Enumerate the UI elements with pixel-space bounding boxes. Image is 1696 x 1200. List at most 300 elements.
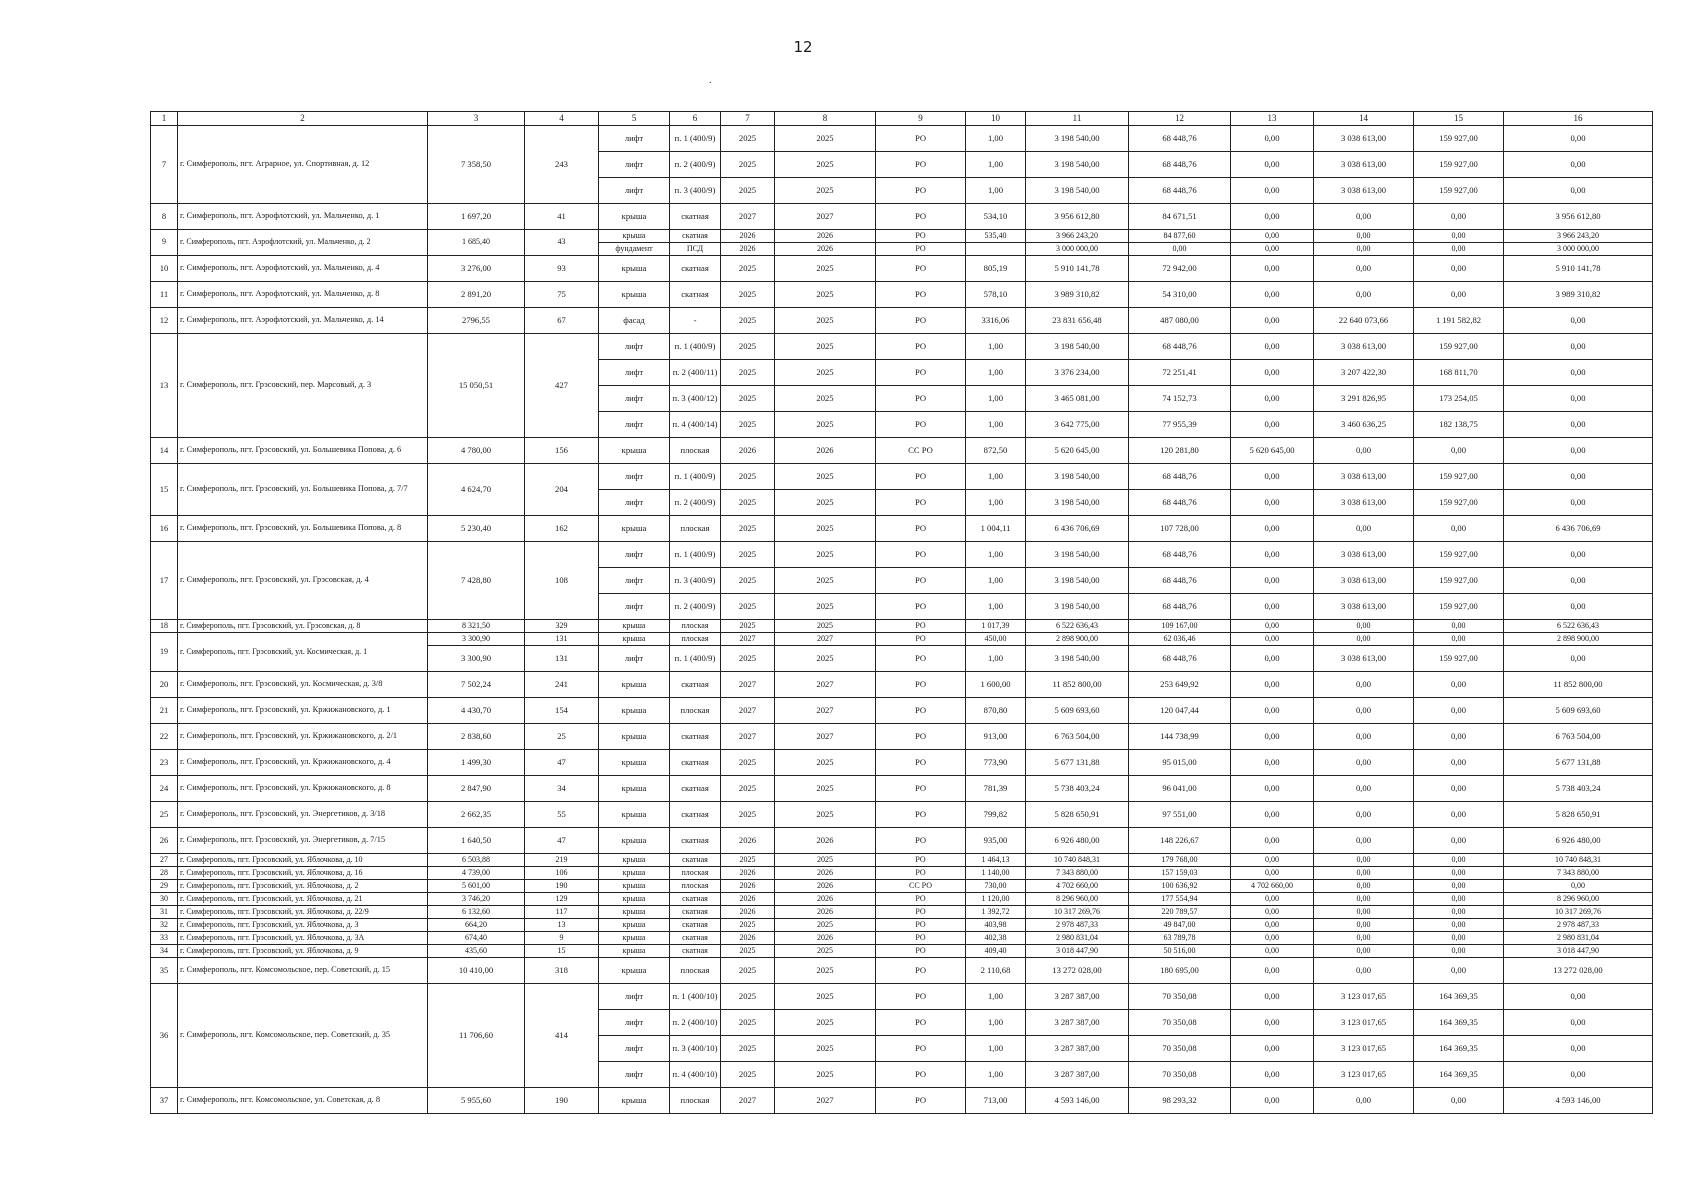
cost-col13-cell: 0,00 bbox=[1231, 945, 1314, 958]
row-number-cell: 7 bbox=[151, 126, 178, 204]
residents-cell: 190 bbox=[525, 1088, 599, 1114]
row-number-cell: 23 bbox=[151, 750, 178, 776]
year-end-cell: 2025 bbox=[775, 1062, 876, 1088]
area-cell: 4 780,00 bbox=[428, 438, 525, 464]
cost-col16-cell: 0,00 bbox=[1504, 334, 1653, 360]
source-cell: РО bbox=[876, 490, 966, 516]
volume-cell: 3316,06 bbox=[966, 308, 1026, 334]
year-end-cell: 2025 bbox=[775, 178, 876, 204]
element-type-cell: плоская bbox=[670, 867, 721, 880]
cost-per-unit-cell: 77 955,39 bbox=[1129, 412, 1231, 438]
element-type-cell: скатная bbox=[670, 854, 721, 867]
cost-col14-cell: 3 038 613,00 bbox=[1314, 152, 1414, 178]
column-header: 3 bbox=[428, 112, 525, 126]
cost-col16-cell: 0,00 bbox=[1504, 880, 1653, 893]
element-type-cell: плоская bbox=[670, 880, 721, 893]
year-end-cell: 2025 bbox=[775, 776, 876, 802]
cost-col13-cell: 0,00 bbox=[1231, 464, 1314, 490]
cost-col13-cell: 0,00 bbox=[1231, 919, 1314, 932]
residents-cell: 25 bbox=[525, 724, 599, 750]
cost-per-unit-cell: 98 293,32 bbox=[1129, 1088, 1231, 1114]
cost-col13-cell: 0,00 bbox=[1231, 594, 1314, 620]
cost-col15-cell: 0,00 bbox=[1414, 204, 1504, 230]
total-cost-cell: 3 956 612,80 bbox=[1026, 204, 1129, 230]
element-cell: крыша bbox=[599, 282, 670, 308]
cost-col16-cell: 6 763 504,00 bbox=[1504, 724, 1653, 750]
row-number-cell: 8 bbox=[151, 204, 178, 230]
residents-cell: 43 bbox=[525, 230, 599, 256]
cost-per-unit-cell: 72 251,41 bbox=[1129, 360, 1231, 386]
cost-per-unit-cell: 84 671,51 bbox=[1129, 204, 1231, 230]
volume-cell: 409,40 bbox=[966, 945, 1026, 958]
year-start-cell: 2025 bbox=[721, 542, 775, 568]
source-cell: РО bbox=[876, 243, 966, 256]
residents-cell: 67 bbox=[525, 308, 599, 334]
element-type-cell: скатная bbox=[670, 906, 721, 919]
cost-col15-cell: 164 369,35 bbox=[1414, 1036, 1504, 1062]
cost-col13-cell: 0,00 bbox=[1231, 490, 1314, 516]
total-cost-cell: 4 702 660,00 bbox=[1026, 880, 1129, 893]
cost-per-unit-cell: 144 738,99 bbox=[1129, 724, 1231, 750]
cost-col14-cell: 3 038 613,00 bbox=[1314, 334, 1414, 360]
element-type-cell: плоская bbox=[670, 516, 721, 542]
year-start-cell: 2025 bbox=[721, 568, 775, 594]
column-header: 2 bbox=[178, 112, 428, 126]
cost-col16-cell: 0,00 bbox=[1504, 412, 1653, 438]
year-end-cell: 2026 bbox=[775, 230, 876, 243]
total-cost-cell: 5 609 693,60 bbox=[1026, 698, 1129, 724]
cost-col16-cell: 2 978 487,33 bbox=[1504, 919, 1653, 932]
total-cost-cell: 3 287 387,00 bbox=[1026, 984, 1129, 1010]
year-start-cell: 2026 bbox=[721, 230, 775, 243]
cost-col16-cell: 0,00 bbox=[1504, 646, 1653, 672]
year-end-cell: 2027 bbox=[775, 633, 876, 646]
cost-col16-cell: 3 966 243,20 bbox=[1504, 230, 1653, 243]
cost-per-unit-cell: 68 448,76 bbox=[1129, 464, 1231, 490]
address-cell: г. Симферополь, пгт. Грэсовский, ул. Яблочкова, д. 2 bbox=[178, 880, 428, 893]
area-cell: 1 697,20 bbox=[428, 204, 525, 230]
cost-col13-cell: 0,00 bbox=[1231, 854, 1314, 867]
row-number-cell: 22 bbox=[151, 724, 178, 750]
cost-col15-cell: 0,00 bbox=[1414, 672, 1504, 698]
cost-col16-cell: 3 000 000,00 bbox=[1504, 243, 1653, 256]
element-type-cell: п. 4 (400/10) bbox=[670, 1062, 721, 1088]
address-cell: г. Симферополь, пгт. Грэсовский, ул. Грэсовская, д. 8 bbox=[178, 620, 428, 633]
cost-col13-cell: 0,00 bbox=[1231, 1036, 1314, 1062]
cost-col13-cell: 5 620 645,00 bbox=[1231, 438, 1314, 464]
cost-col14-cell: 0,00 bbox=[1314, 854, 1414, 867]
source-cell: РО bbox=[876, 568, 966, 594]
cost-per-unit-cell: 70 350,08 bbox=[1129, 1010, 1231, 1036]
cost-col14-cell: 3 123 017,65 bbox=[1314, 1062, 1414, 1088]
cost-col16-cell: 5 738 403,24 bbox=[1504, 776, 1653, 802]
year-start-cell: 2025 bbox=[721, 412, 775, 438]
element-type-cell: п. 1 (400/9) bbox=[670, 646, 721, 672]
cost-col16-cell: 0,00 bbox=[1504, 178, 1653, 204]
area-cell: 7 428,80 bbox=[428, 542, 525, 620]
area-cell: 4 739,00 bbox=[428, 867, 525, 880]
residents-cell: 93 bbox=[525, 256, 599, 282]
cost-per-unit-cell: 220 789,57 bbox=[1129, 906, 1231, 919]
area-cell: 2 891,20 bbox=[428, 282, 525, 308]
year-start-cell: 2025 bbox=[721, 516, 775, 542]
element-type-cell: плоская bbox=[670, 438, 721, 464]
residents-cell: 106 bbox=[525, 867, 599, 880]
source-cell: РО bbox=[876, 412, 966, 438]
cost-col13-cell: 0,00 bbox=[1231, 802, 1314, 828]
table-row bbox=[151, 438, 1653, 464]
row-number-cell: 35 bbox=[151, 958, 178, 984]
source-cell: РО bbox=[876, 282, 966, 308]
source-cell: РО bbox=[876, 984, 966, 1010]
cost-col16-cell: 0,00 bbox=[1504, 1010, 1653, 1036]
year-end-cell: 2025 bbox=[775, 152, 876, 178]
table-row bbox=[151, 919, 1653, 932]
volume-cell: 1,00 bbox=[966, 152, 1026, 178]
volume-cell: 1 140,00 bbox=[966, 867, 1026, 880]
year-start-cell: 2025 bbox=[721, 854, 775, 867]
element-cell: крыша bbox=[599, 230, 670, 243]
table-row bbox=[151, 542, 1653, 568]
total-cost-cell: 2 980 831,04 bbox=[1026, 932, 1129, 945]
year-start-cell: 2025 bbox=[721, 1010, 775, 1036]
element-type-cell: плоская bbox=[670, 698, 721, 724]
cost-col16-cell: 0,00 bbox=[1504, 568, 1653, 594]
element-cell: лифт bbox=[599, 126, 670, 152]
element-cell: крыша bbox=[599, 932, 670, 945]
cost-col13-cell: 0,00 bbox=[1231, 776, 1314, 802]
area-cell: 4 430,70 bbox=[428, 698, 525, 724]
total-cost-cell: 3 198 540,00 bbox=[1026, 126, 1129, 152]
year-start-cell: 2025 bbox=[721, 646, 775, 672]
area-cell: 1 499,30 bbox=[428, 750, 525, 776]
year-end-cell: 2025 bbox=[775, 1036, 876, 1062]
volume-cell: 1,00 bbox=[966, 334, 1026, 360]
table-row bbox=[151, 282, 1653, 308]
area-cell: 674,40 bbox=[428, 932, 525, 945]
table-row bbox=[151, 230, 1653, 243]
cost-col16-cell: 0,00 bbox=[1504, 1036, 1653, 1062]
cost-per-unit-cell: 96 041,00 bbox=[1129, 776, 1231, 802]
capital-repair-table bbox=[150, 111, 1653, 1114]
volume-cell: 1 004,11 bbox=[966, 516, 1026, 542]
address-cell: г. Симферополь, пгт. Грэсовский, ул. Кржижановского, д. 8 bbox=[178, 776, 428, 802]
cost-col13-cell: 0,00 bbox=[1231, 893, 1314, 906]
row-number-cell: 19 bbox=[151, 633, 178, 672]
year-start-cell: 2025 bbox=[721, 945, 775, 958]
address-cell: г. Симферополь, пгт. Аэрофлотский, ул. Мальченко, д. 2 bbox=[178, 230, 428, 256]
source-cell: РО bbox=[876, 308, 966, 334]
cost-col16-cell: 3 989 310,82 bbox=[1504, 282, 1653, 308]
cost-col15-cell: 0,00 bbox=[1414, 256, 1504, 282]
volume-cell: 402,38 bbox=[966, 932, 1026, 945]
column-header: 8 bbox=[775, 112, 876, 126]
cost-col16-cell: 2 980 831,04 bbox=[1504, 932, 1653, 945]
total-cost-cell: 3 000 000,00 bbox=[1026, 243, 1129, 256]
cost-col16-cell: 0,00 bbox=[1504, 360, 1653, 386]
residents-cell: 131 bbox=[525, 633, 599, 646]
table-row bbox=[151, 906, 1653, 919]
cost-col13-cell: 0,00 bbox=[1231, 243, 1314, 256]
area-cell: 1 685,40 bbox=[428, 230, 525, 256]
year-end-cell: 2025 bbox=[775, 750, 876, 776]
volume-cell: 805,19 bbox=[966, 256, 1026, 282]
element-cell: лифт bbox=[599, 542, 670, 568]
year-start-cell: 2025 bbox=[721, 620, 775, 633]
row-number-cell: 21 bbox=[151, 698, 178, 724]
year-end-cell: 2027 bbox=[775, 724, 876, 750]
table-row bbox=[151, 464, 1653, 490]
row-number-cell: 27 bbox=[151, 854, 178, 867]
element-cell: крыша bbox=[599, 906, 670, 919]
total-cost-cell: 3 198 540,00 bbox=[1026, 542, 1129, 568]
cost-col16-cell: 0,00 bbox=[1504, 152, 1653, 178]
year-start-cell: 2025 bbox=[721, 360, 775, 386]
year-end-cell: 2026 bbox=[775, 867, 876, 880]
cost-col13-cell: 0,00 bbox=[1231, 282, 1314, 308]
element-type-cell: - bbox=[670, 308, 721, 334]
cost-col13-cell: 0,00 bbox=[1231, 542, 1314, 568]
total-cost-cell: 5 828 650,91 bbox=[1026, 802, 1129, 828]
year-end-cell: 2025 bbox=[775, 516, 876, 542]
table-row bbox=[151, 204, 1653, 230]
cost-col15-cell: 0,00 bbox=[1414, 620, 1504, 633]
residents-cell: 34 bbox=[525, 776, 599, 802]
year-end-cell: 2025 bbox=[775, 308, 876, 334]
table-row bbox=[151, 698, 1653, 724]
source-cell: РО bbox=[876, 256, 966, 282]
column-header: 12 bbox=[1129, 112, 1231, 126]
volume-cell: 935,00 bbox=[966, 828, 1026, 854]
volume-cell: 1 017,39 bbox=[966, 620, 1026, 633]
cost-col14-cell: 0,00 bbox=[1314, 633, 1414, 646]
row-number-cell: 20 bbox=[151, 672, 178, 698]
year-end-cell: 2025 bbox=[775, 386, 876, 412]
cost-col14-cell: 3 038 613,00 bbox=[1314, 490, 1414, 516]
cost-col15-cell: 0,00 bbox=[1414, 828, 1504, 854]
cost-col15-cell: 0,00 bbox=[1414, 438, 1504, 464]
element-cell: лифт bbox=[599, 386, 670, 412]
year-end-cell: 2025 bbox=[775, 620, 876, 633]
residents-cell: 190 bbox=[525, 880, 599, 893]
volume-cell: 781,39 bbox=[966, 776, 1026, 802]
year-end-cell: 2025 bbox=[775, 490, 876, 516]
row-number-cell: 12 bbox=[151, 308, 178, 334]
source-cell: СС РО bbox=[876, 438, 966, 464]
cost-col15-cell: 0,00 bbox=[1414, 932, 1504, 945]
residents-cell: 131 bbox=[525, 646, 599, 672]
year-start-cell: 2025 bbox=[721, 334, 775, 360]
volume-cell: 1,00 bbox=[966, 542, 1026, 568]
cost-per-unit-cell: 63 789,78 bbox=[1129, 932, 1231, 945]
element-type-cell: п. 1 (400/9) bbox=[670, 126, 721, 152]
element-type-cell: скатная bbox=[670, 932, 721, 945]
residents-cell: 15 bbox=[525, 945, 599, 958]
element-cell: лифт bbox=[599, 1062, 670, 1088]
cost-per-unit-cell: 70 350,08 bbox=[1129, 984, 1231, 1010]
cost-per-unit-cell: 100 636,92 bbox=[1129, 880, 1231, 893]
cost-col15-cell: 159 927,00 bbox=[1414, 126, 1504, 152]
source-cell: РО bbox=[876, 204, 966, 230]
residents-cell: 243 bbox=[525, 126, 599, 204]
year-start-cell: 2025 bbox=[721, 984, 775, 1010]
table-row bbox=[151, 984, 1653, 1010]
volume-cell: 1 464,13 bbox=[966, 854, 1026, 867]
source-cell: РО bbox=[876, 516, 966, 542]
volume-cell bbox=[966, 243, 1026, 256]
row-number-cell: 34 bbox=[151, 945, 178, 958]
table-row bbox=[151, 620, 1653, 633]
table-body bbox=[151, 126, 1653, 1114]
cost-col16-cell: 7 343 880,00 bbox=[1504, 867, 1653, 880]
cost-col14-cell: 0,00 bbox=[1314, 243, 1414, 256]
cost-per-unit-cell: 68 448,76 bbox=[1129, 126, 1231, 152]
address-cell: г. Симферополь, пгт. Грэсовский, ул. Космическая, д. 1 bbox=[178, 633, 428, 672]
year-start-cell: 2025 bbox=[721, 802, 775, 828]
area-cell: 5 230,40 bbox=[428, 516, 525, 542]
row-number-cell: 28 bbox=[151, 867, 178, 880]
table-row bbox=[151, 633, 1653, 646]
row-number-cell: 16 bbox=[151, 516, 178, 542]
volume-cell: 1,00 bbox=[966, 984, 1026, 1010]
cost-col15-cell: 0,00 bbox=[1414, 919, 1504, 932]
area-cell: 5 955,60 bbox=[428, 1088, 525, 1114]
cost-per-unit-cell: 68 448,76 bbox=[1129, 178, 1231, 204]
year-start-cell: 2025 bbox=[721, 490, 775, 516]
source-cell: РО bbox=[876, 542, 966, 568]
cost-col14-cell: 0,00 bbox=[1314, 672, 1414, 698]
area-cell: 8 321,50 bbox=[428, 620, 525, 633]
total-cost-cell: 13 272 028,00 bbox=[1026, 958, 1129, 984]
table-row bbox=[151, 776, 1653, 802]
address-cell: г. Симферополь, пгт. Грэсовский, ул. Яблочкова, д. 21 bbox=[178, 893, 428, 906]
residents-cell: 9 bbox=[525, 932, 599, 945]
year-end-cell: 2025 bbox=[775, 412, 876, 438]
year-end-cell: 2026 bbox=[775, 243, 876, 256]
cost-col14-cell: 0,00 bbox=[1314, 828, 1414, 854]
element-type-cell: скатная bbox=[670, 672, 721, 698]
cost-per-unit-cell: 68 448,76 bbox=[1129, 594, 1231, 620]
residents-cell: 241 bbox=[525, 672, 599, 698]
column-header: 6 bbox=[670, 112, 721, 126]
volume-cell: 1,00 bbox=[966, 126, 1026, 152]
element-type-cell: п. 1 (400/9) bbox=[670, 334, 721, 360]
element-cell: крыша bbox=[599, 880, 670, 893]
cost-col15-cell: 0,00 bbox=[1414, 867, 1504, 880]
source-cell: РО bbox=[876, 1088, 966, 1114]
cost-col15-cell: 164 369,35 bbox=[1414, 1010, 1504, 1036]
source-cell: РО bbox=[876, 230, 966, 243]
cost-col16-cell: 11 852 800,00 bbox=[1504, 672, 1653, 698]
element-type-cell: п. 3 (400/12) bbox=[670, 386, 721, 412]
address-cell: г. Симферополь, пгт. Аэрофлотский, ул. Мальченко, д. 8 bbox=[178, 282, 428, 308]
cost-col14-cell: 3 038 613,00 bbox=[1314, 594, 1414, 620]
cost-col15-cell: 164 369,35 bbox=[1414, 1062, 1504, 1088]
source-cell: РО bbox=[876, 893, 966, 906]
cost-col13-cell: 0,00 bbox=[1231, 256, 1314, 282]
header-row bbox=[151, 112, 1653, 126]
year-start-cell: 2025 bbox=[721, 308, 775, 334]
source-cell: РО bbox=[876, 867, 966, 880]
area-cell: 15 050,51 bbox=[428, 334, 525, 438]
cost-col13-cell: 0,00 bbox=[1231, 906, 1314, 919]
source-cell: РО bbox=[876, 906, 966, 919]
cost-col15-cell: 159 927,00 bbox=[1414, 178, 1504, 204]
row-number-cell: 9 bbox=[151, 230, 178, 256]
column-header: 16 bbox=[1504, 112, 1653, 126]
year-start-cell: 2026 bbox=[721, 932, 775, 945]
cost-col15-cell: 0,00 bbox=[1414, 633, 1504, 646]
element-type-cell: п. 1 (400/10) bbox=[670, 984, 721, 1010]
cost-col13-cell: 0,00 bbox=[1231, 568, 1314, 594]
year-end-cell: 2026 bbox=[775, 438, 876, 464]
residents-cell: 47 bbox=[525, 750, 599, 776]
address-cell: г. Симферополь, пгт. Грэсовский, ул. Кржижановского, д. 1 bbox=[178, 698, 428, 724]
cost-col16-cell: 0,00 bbox=[1504, 464, 1653, 490]
element-type-cell: плоская bbox=[670, 633, 721, 646]
cost-col15-cell: 0,00 bbox=[1414, 880, 1504, 893]
residents-cell: 204 bbox=[525, 464, 599, 516]
cost-per-unit-cell: 54 310,00 bbox=[1129, 282, 1231, 308]
element-type-cell: скатная bbox=[670, 776, 721, 802]
total-cost-cell: 6 522 636,43 bbox=[1026, 620, 1129, 633]
cost-col13-cell: 0,00 bbox=[1231, 152, 1314, 178]
year-end-cell: 2025 bbox=[775, 256, 876, 282]
area-cell: 2 847,90 bbox=[428, 776, 525, 802]
address-cell: г. Симферополь, пгт. Аэрофлотский, ул. Мальченко, д. 14 bbox=[178, 308, 428, 334]
cost-col14-cell: 0,00 bbox=[1314, 958, 1414, 984]
cost-col14-cell: 0,00 bbox=[1314, 880, 1414, 893]
column-header: 15 bbox=[1414, 112, 1504, 126]
cost-col14-cell: 3 123 017,65 bbox=[1314, 1010, 1414, 1036]
address-cell: г. Симферополь, пгт. Грэсовский, ул. Яблочкова, д. 16 bbox=[178, 867, 428, 880]
residents-cell: 75 bbox=[525, 282, 599, 308]
table-row bbox=[151, 672, 1653, 698]
cost-col13-cell: 0,00 bbox=[1231, 698, 1314, 724]
element-cell: крыша bbox=[599, 516, 670, 542]
cost-col14-cell: 3 123 017,65 bbox=[1314, 1036, 1414, 1062]
total-cost-cell: 10 740 848,31 bbox=[1026, 854, 1129, 867]
year-end-cell: 2026 bbox=[775, 828, 876, 854]
year-start-cell: 2027 bbox=[721, 633, 775, 646]
address-cell: г. Симферополь, пгт. Грэсовский, ул. Яблочкова, д. 10 bbox=[178, 854, 428, 867]
address-cell: г. Симферополь, пгт. Аэрофлотский, ул. Мальченко, д. 4 bbox=[178, 256, 428, 282]
cost-col13-cell: 0,00 bbox=[1231, 672, 1314, 698]
row-number-cell: 26 bbox=[151, 828, 178, 854]
residents-cell: 108 bbox=[525, 542, 599, 620]
cost-col15-cell: 159 927,00 bbox=[1414, 646, 1504, 672]
cost-col14-cell: 0,00 bbox=[1314, 867, 1414, 880]
row-number-cell: 18 bbox=[151, 620, 178, 633]
area-cell: 3 746,20 bbox=[428, 893, 525, 906]
year-start-cell: 2025 bbox=[721, 152, 775, 178]
year-end-cell: 2025 bbox=[775, 594, 876, 620]
source-cell: РО bbox=[876, 854, 966, 867]
cost-col16-cell: 2 898 900,00 bbox=[1504, 633, 1653, 646]
cost-per-unit-cell: 72 942,00 bbox=[1129, 256, 1231, 282]
cost-col13-cell: 0,00 bbox=[1231, 1010, 1314, 1036]
row-number-cell: 24 bbox=[151, 776, 178, 802]
column-header: 13 bbox=[1231, 112, 1314, 126]
total-cost-cell: 5 677 131,88 bbox=[1026, 750, 1129, 776]
volume-cell: 450,00 bbox=[966, 633, 1026, 646]
element-type-cell: скатная bbox=[670, 256, 721, 282]
element-cell: крыша bbox=[599, 698, 670, 724]
residents-cell: 47 bbox=[525, 828, 599, 854]
volume-cell: 1,00 bbox=[966, 646, 1026, 672]
year-start-cell: 2025 bbox=[721, 386, 775, 412]
element-cell: лифт bbox=[599, 984, 670, 1010]
